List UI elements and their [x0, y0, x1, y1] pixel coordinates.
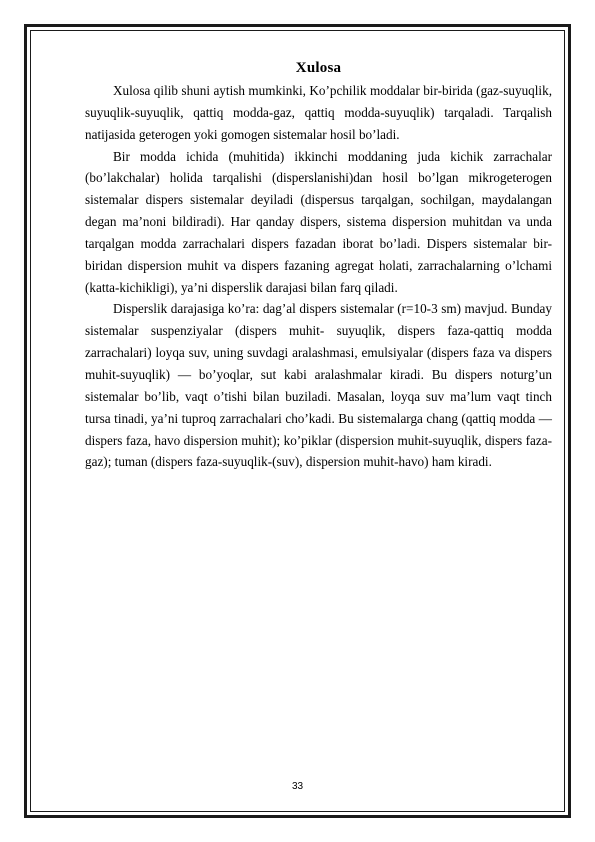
document-title: Xulosa [295, 60, 342, 76]
document-body [85, 58, 552, 473]
paragraph-3: Disperslik darajasiga ko’ra: dag’al dispers sistemalar (r=10-3 sm) mavjud. Bunday sistemalar suspenziyalar (dispers muhit- suyuqlik, dispers faza-qattiq modda zarrachalari) loyqa suv, uning suvdagi aralashmasi, emulsiyalar (dispers faza va dispers muhit-suyuqlik) — bo’yoqlar, sut kabi aralashmalar kiradi. Bu dispers noturg’un sistemalar bo’lib, vaqt o’tishi bilan buziladi. Masalan, loyqa suv ma’lum vaqt tinch tursa tinadi, ya’ni tuproq zarrachalari cho’kadi. Bu sistemalarga chang (qattiq modda — dispers faza, havo dispersion muhit); ko’piklar (dispersion muhit-suyuqlik, dispers faza- gaz); tuman (dispers faza-suyuqlik-(suv), dispersion muhit-havo) ham kiradi. [85, 301, 552, 470]
paragraph-2: Bir modda ichida (muhitida) ikkinchi moddaning juda kichik zarrachalar (bo’lakchalar) holida tarqalishi (disperslanishi)dan hosil bo’lgan mikrogeterogen sistemalar dispers sistemalar deyiladi (dispersus tarqalgan, sochilgan, maydalangan degan ma’noni bildiradi). Har qanday dispers, sistema dispersion muhitdan va unda tarqalgan modda zarrachalari dispers fazadan iborat bo’ladi. Dispers sistemalar bir-biridan dispersion muhit va dispers fazaning agregat holati, zarrachalarning o’lchami (katta-kichikligi), ya’ni disperslik darajasi bilan farq qiladi. [85, 148, 552, 295]
page-number: 33 [291, 781, 304, 792]
paragraph-1: Xulosa qilib shuni aytish mumkinki, Ko’pchilik moddalar bir-birida (gaz-suyuqlik, suyuqlik-suyuqlik, qattiq modda-gaz, qattiq modda-suyuqlik) tarqaladi. Tarqalish natijasida geterogen yoki gomogen sistemalar hosil bo’ladi. [85, 83, 552, 142]
